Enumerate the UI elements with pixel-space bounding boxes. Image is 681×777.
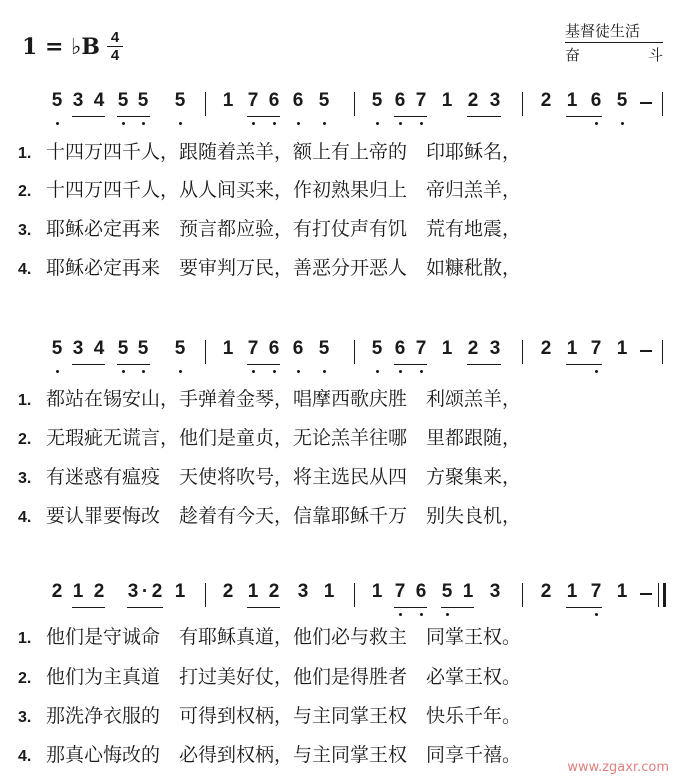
note: 3 bbox=[297, 581, 309, 602]
hold-dash bbox=[640, 350, 652, 352]
lyric-text: 耶稣必定再来 要审判万民，善恶分开恶人 如糠秕散， bbox=[46, 257, 522, 279]
lyric-text: 无瑕疵无谎言，他们是童贞，无论羔羊往哪 里都跟随， bbox=[46, 427, 522, 449]
note: 6 bbox=[292, 90, 304, 111]
song-title-char-1: 奋 bbox=[565, 46, 581, 64]
note: 5 bbox=[441, 581, 453, 602]
note: 1 bbox=[566, 338, 578, 359]
note: 2 bbox=[151, 581, 163, 602]
note: 4 bbox=[93, 338, 105, 359]
verse-number: 3. bbox=[18, 709, 32, 726]
note: 2 bbox=[222, 581, 234, 602]
verse-line bbox=[18, 740, 521, 767]
bar-line bbox=[205, 340, 206, 364]
lyric-text: 十四万四千人，跟随着羔羊，额上有上帝的 印耶稣名， bbox=[46, 141, 522, 163]
note: 1 bbox=[323, 581, 335, 602]
note: 3 bbox=[489, 581, 501, 602]
watermark: www.zgaxr.com bbox=[567, 760, 669, 775]
lyric-text: 都站在锡安山，手弹着金琴，唱摩西歌庆胜 利颂羔羊， bbox=[46, 388, 522, 410]
note: 3 bbox=[72, 90, 84, 111]
hold-dash bbox=[640, 102, 652, 104]
verse-number: 3. bbox=[18, 222, 32, 239]
final-bar-line bbox=[663, 583, 666, 607]
verse-number: 4. bbox=[18, 261, 32, 278]
note: 1 bbox=[566, 581, 578, 602]
note: 5 bbox=[117, 90, 129, 111]
note: 3 bbox=[127, 581, 139, 602]
title-divider bbox=[565, 42, 663, 43]
verse-number: 1. bbox=[18, 630, 32, 647]
bar-line bbox=[658, 583, 659, 607]
note: 5 bbox=[51, 90, 63, 111]
note: 1 bbox=[441, 90, 453, 111]
verse-line bbox=[18, 701, 521, 728]
note: 5 bbox=[616, 90, 628, 111]
verse-line bbox=[18, 253, 521, 280]
bar-line bbox=[662, 92, 663, 116]
verse-line bbox=[18, 501, 521, 528]
lyric-text: 耶稣必定再来 预言都应验，有打仗声有饥 荒有地震， bbox=[46, 218, 522, 240]
note: 2 bbox=[540, 90, 552, 111]
verse-line bbox=[18, 384, 521, 411]
note: 6 bbox=[268, 90, 280, 111]
note: 1 bbox=[462, 581, 474, 602]
note: 4 bbox=[93, 90, 105, 111]
bar-line bbox=[522, 583, 523, 607]
time-signature-top: 4 bbox=[110, 29, 120, 46]
note: 1 bbox=[566, 90, 578, 111]
verse-number: 3. bbox=[18, 470, 32, 487]
lyric-text: 要认罪要悔改 趁着有今天，信靠耶稣千万 别失良机， bbox=[46, 505, 522, 527]
note: 7 bbox=[415, 90, 427, 111]
bar-line bbox=[522, 340, 523, 364]
verse-number: 4. bbox=[18, 509, 32, 526]
note: 2 bbox=[51, 581, 63, 602]
notation-line-3 bbox=[0, 577, 681, 625]
note: 5 bbox=[137, 90, 149, 111]
note: 6 bbox=[415, 581, 427, 602]
lyric-text: 他们为主真道 打过美好仗，他们是得胜者 必掌王权。 bbox=[46, 666, 522, 688]
verse-line bbox=[18, 462, 521, 489]
verse-number: 1. bbox=[18, 145, 32, 162]
note: 6 bbox=[268, 338, 280, 359]
lyric-text: 那真心悔改的 必得到权柄，与主同掌王权 同享千禧。 bbox=[46, 744, 522, 766]
note: 5 bbox=[174, 338, 186, 359]
note: 2 bbox=[467, 90, 479, 111]
verse-number: 1. bbox=[18, 392, 32, 409]
key-signature: 1 = ♭B bbox=[22, 34, 101, 60]
verse-number: 4. bbox=[18, 748, 32, 765]
note: 5 bbox=[174, 90, 186, 111]
verse-line bbox=[18, 214, 521, 241]
note: 5 bbox=[51, 338, 63, 359]
bar-line bbox=[354, 92, 355, 116]
note: 7 bbox=[394, 581, 406, 602]
verse-number: 2. bbox=[18, 183, 32, 200]
verse-line bbox=[18, 662, 521, 689]
verse-number: 2. bbox=[18, 431, 32, 448]
note: 6 bbox=[292, 338, 304, 359]
verse-line bbox=[18, 175, 521, 202]
bar-line bbox=[205, 92, 206, 116]
verse-number: 2. bbox=[18, 670, 32, 687]
lyric-text: 那洗净衣服的 可得到权柄，与主同掌王权 快乐千年。 bbox=[46, 705, 522, 727]
bar-line bbox=[522, 92, 523, 116]
note: 1 bbox=[222, 338, 234, 359]
note: 5 bbox=[371, 338, 383, 359]
note: 1 bbox=[616, 581, 628, 602]
verse-line bbox=[18, 423, 521, 450]
note: 6 bbox=[394, 338, 406, 359]
note: 6 bbox=[394, 90, 406, 111]
note: 3 bbox=[489, 90, 501, 111]
note: 3 bbox=[72, 338, 84, 359]
note: · bbox=[141, 581, 149, 602]
note: 1 bbox=[72, 581, 84, 602]
note: 5 bbox=[371, 90, 383, 111]
verse-line bbox=[18, 622, 521, 649]
lyric-text: 十四万四千人，从人间买来，作初熟果归上 帝归羔羊， bbox=[46, 179, 522, 201]
note: 1 bbox=[222, 90, 234, 111]
note: 2 bbox=[467, 338, 479, 359]
note: 5 bbox=[318, 338, 330, 359]
note: 1 bbox=[441, 338, 453, 359]
note: 2 bbox=[540, 338, 552, 359]
note: 2 bbox=[540, 581, 552, 602]
note: 2 bbox=[268, 581, 280, 602]
verse-line bbox=[18, 137, 521, 164]
bar-line bbox=[354, 583, 355, 607]
note: 7 bbox=[247, 338, 259, 359]
lyric-text: 有迷惑有瘟疫 天使将吹号，将主选民从四 方聚集来， bbox=[46, 466, 522, 488]
note: 1 bbox=[247, 581, 259, 602]
note: 7 bbox=[590, 338, 602, 359]
time-signature-bottom: 4 bbox=[110, 47, 120, 64]
note: 5 bbox=[117, 338, 129, 359]
hold-dash bbox=[640, 593, 652, 595]
category-label: 基督徒生活 bbox=[565, 22, 641, 40]
note: 1 bbox=[616, 338, 628, 359]
note: 2 bbox=[93, 581, 105, 602]
time-signature bbox=[107, 30, 123, 63]
bar-line bbox=[205, 583, 206, 607]
bar-line bbox=[354, 340, 355, 364]
note: 7 bbox=[590, 581, 602, 602]
note: 3 bbox=[489, 338, 501, 359]
note: 1 bbox=[174, 581, 186, 602]
note: 7 bbox=[415, 338, 427, 359]
lyric-text: 他们是守诚命 有耶稣真道，他们必与救主 同掌王权。 bbox=[46, 626, 522, 648]
note: 5 bbox=[137, 338, 149, 359]
bar-line bbox=[662, 340, 663, 364]
song-title bbox=[565, 44, 663, 65]
notation-line-2 bbox=[0, 334, 681, 382]
note: 5 bbox=[318, 90, 330, 111]
song-title-char-2: 斗 bbox=[647, 46, 663, 64]
note: 1 bbox=[371, 581, 383, 602]
note: 6 bbox=[590, 90, 602, 111]
notation-line-1 bbox=[0, 86, 681, 134]
note: 7 bbox=[247, 90, 259, 111]
